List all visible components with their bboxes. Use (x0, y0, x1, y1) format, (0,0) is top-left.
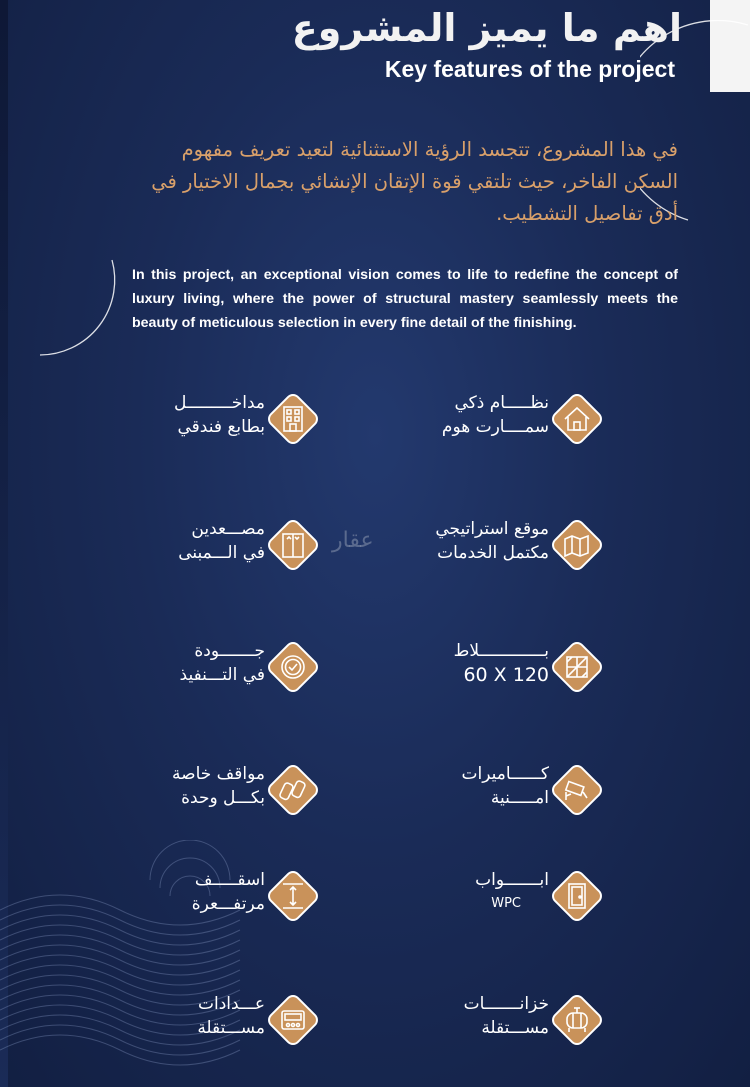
building-icon (263, 389, 323, 449)
intro-paragraph-english: In this project, an exceptional vision comes to life to redefine the concept of luxury living, where the power of structural mastery seamlessly meets the beauty of meticulous selection in every fine detail of the finishing. (132, 267, 678, 331)
top-right-white-tab (710, 0, 750, 92)
door-icon (547, 866, 607, 926)
map-location-icon (547, 515, 607, 575)
feature-line2: مكتمل الخدمات (437, 543, 549, 563)
watermark: عقار (332, 528, 374, 553)
feature-line1: مداخـــــــــل (174, 393, 265, 413)
meter-icon (263, 990, 323, 1050)
intro-arabic-line: أدق تفاصيل التشطيب. (496, 202, 678, 225)
feature-independent-tanks (463, 990, 750, 1060)
security-camera-icon (547, 760, 607, 820)
intro-arabic-line: السكن الفاخر، حيث تلتقي قوة الإتقان الإنشائي بجمال الاختيار في (151, 170, 678, 193)
page-title-english: Key features of the project (384, 56, 675, 82)
elevator-icon (263, 515, 323, 575)
tile-icon (547, 637, 607, 697)
feature-line2: بطابع فندقي (177, 417, 265, 437)
feature-line2: 60 X 120 (463, 664, 549, 686)
water-tank-icon (547, 990, 607, 1050)
feature-line2: في التـــنفيذ (179, 665, 265, 685)
feature-strategic-location (435, 515, 750, 585)
feature-security-cameras (461, 760, 750, 830)
intro-paragraph-arabic (118, 134, 678, 230)
smart-home-icon (547, 389, 607, 449)
feature-line1: خزانـــــــات (463, 994, 549, 1014)
feature-line1: اسقـــــف (194, 870, 265, 890)
feature-line2: في الـــمبنى (178, 543, 265, 563)
feature-line1: نظـــــام ذكي (454, 393, 549, 413)
feature-line1: عـــدادات (197, 994, 265, 1014)
feature-line2: امـــــنية (490, 788, 549, 808)
feature-line1: كــــــاميرات (461, 764, 549, 784)
feature-smart-home (441, 389, 750, 459)
feature-line1: ابـــــــواب (475, 870, 549, 890)
intro-arabic-line: في هذا المشروع، تتجسد الرؤية الاستثنائية لتعيد تعريف مفهوم (181, 138, 678, 161)
decorative-arc-left (30, 255, 130, 365)
feature-line1: مصـــعدين (191, 519, 265, 539)
feature-line2: سمــــارت هوم (441, 417, 549, 437)
feature-line1: جـــــــودة (194, 641, 265, 661)
feature-line2: مرتفـــعرة (191, 894, 265, 914)
feature-line2: WPC (491, 896, 521, 911)
quality-badge-icon (263, 637, 323, 697)
feature-line1: بـــــــــــــلاط (453, 641, 549, 661)
feature-wpc-doors (475, 866, 750, 936)
feature-line1: موقع استراتيجي (435, 519, 549, 539)
parking-icon (263, 760, 323, 820)
page-title-arabic: اهم ما يميز المشروع (291, 6, 682, 50)
feature-line2: بكـــل وحدة (181, 788, 265, 808)
high-ceiling-icon (263, 866, 323, 926)
feature-line1: مواقف خاصة (172, 764, 265, 784)
feature-line2: مســـتقلة (197, 1018, 265, 1038)
feature-tiles (453, 637, 750, 707)
feature-line2: مســـتقلة (481, 1018, 549, 1038)
